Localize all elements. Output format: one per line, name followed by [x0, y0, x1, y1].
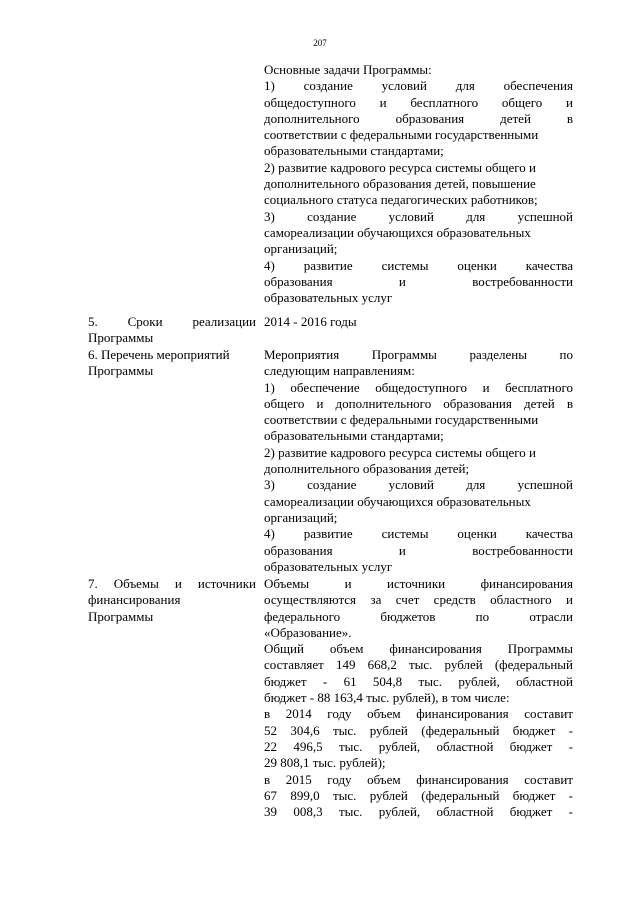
- content-line: организаций;: [264, 509, 338, 525]
- content-line: Общий объем финансирования Программы: [264, 641, 573, 657]
- row-label-line: Программы: [88, 608, 154, 624]
- content-line: 3) создание условий для успешной: [264, 477, 573, 493]
- content-line: 39 008,3 тыс. рублей, областной бюджет -: [264, 804, 573, 820]
- row-content: [264, 62, 573, 306]
- content-line: образовательными стандартами;: [264, 143, 444, 159]
- row-label-line: 7. Объемы и источники: [88, 576, 256, 591]
- content-line: образовательных услуг: [264, 558, 393, 574]
- row-label: [88, 347, 256, 380]
- content-line: 22 496,5 тыс. рублей, областной бюджет -: [264, 738, 573, 754]
- content-line: общедоступного и бесплатного общего и: [264, 94, 573, 110]
- content-line: 2) развитие кадрового ресурса системы общего и: [264, 159, 536, 175]
- content-line: организаций;: [264, 241, 338, 257]
- content-line: 2014 - 2016 годы: [264, 314, 357, 329]
- row-content: [264, 314, 573, 330]
- content-line: бюджет - 61 504,8 тыс. рублей, областной: [264, 673, 573, 689]
- content-line: составляет 149 668,2 тыс. рублей (федеральный: [264, 657, 573, 673]
- content-line: 4) развитие системы оценки качества: [264, 257, 573, 273]
- content-line: дополнительного образования детей, повышение: [264, 176, 536, 192]
- row-label: [88, 576, 256, 625]
- row-label-line: Программы: [88, 330, 154, 346]
- content-line: Мероприятия Программы разделены по: [264, 347, 573, 362]
- content-line: образования и востребованности: [264, 542, 573, 558]
- content-line: 1) создание условий для обеспечения: [264, 78, 573, 94]
- content-line: 1) обеспечение общедоступного и бесплатного: [264, 379, 573, 395]
- content-paragraph: [264, 314, 573, 330]
- content-line: федерального бюджетов по отрасли: [264, 608, 573, 624]
- content-line: соответствии с федеральными государственными: [264, 412, 539, 428]
- content-line: образовательных услуг: [264, 290, 393, 306]
- content-line: 4) развитие системы оценки качества: [264, 526, 573, 542]
- content-paragraph: [264, 706, 573, 771]
- content-line: самореализации обучающихся образовательных: [264, 224, 531, 240]
- content-line: 2) развитие кадрового ресурса системы общего и: [264, 444, 536, 460]
- row-label-line: 6. Перечень мероприятий: [88, 347, 230, 362]
- content-line: в 2014 году объем финансирования составит: [264, 706, 573, 722]
- content-paragraph: [264, 772, 573, 821]
- content-line: Основные задачи Программы:: [264, 62, 432, 77]
- page-number: 207: [313, 38, 327, 48]
- row-label-line: Программы: [88, 363, 154, 379]
- content-line: социального статуса педагогических работников;: [264, 192, 538, 208]
- row-content: [264, 576, 573, 820]
- content-line: дополнительного образования детей в: [264, 110, 573, 126]
- row-content: [264, 347, 573, 575]
- content-line: общего и дополнительного образования детей в: [264, 395, 573, 411]
- content-line: дополнительного образования детей;: [264, 461, 470, 477]
- content-line: 29 808,1 тыс. рублей);: [264, 755, 386, 771]
- row-label-line: 5. Сроки реализации: [88, 314, 256, 329]
- content-line: следующим направлениям:: [264, 363, 415, 379]
- row-label: [88, 314, 256, 347]
- content-line: самореализации обучающихся образовательных: [264, 493, 531, 509]
- content-line: образовательными стандартами;: [264, 428, 444, 444]
- content-line: 52 304,6 тыс. рублей (федеральный бюджет -: [264, 722, 573, 738]
- content-line: Объемы и источники финансирования: [264, 576, 573, 591]
- content-paragraph: [264, 576, 573, 641]
- content-line: 67 899,0 тыс. рублей (федеральный бюджет -: [264, 787, 573, 803]
- content-line: осуществляются за счет средств областного и: [264, 592, 573, 608]
- content-paragraph: [264, 347, 573, 575]
- content-paragraph: [264, 641, 573, 706]
- content-line: в 2015 году объем финансирования составит: [264, 771, 573, 787]
- content-line: 3) создание условий для успешной: [264, 208, 573, 224]
- content-line: бюджет - 88 163,4 тыс. рублей), в том числе:: [264, 690, 510, 706]
- content-paragraph: [264, 62, 573, 306]
- content-line: «Образование».: [264, 624, 352, 640]
- row-label-line: финансирования: [88, 592, 181, 608]
- content-line: образования и востребованности: [264, 273, 573, 289]
- content-line: соответствии с федеральными государственными: [264, 127, 539, 143]
